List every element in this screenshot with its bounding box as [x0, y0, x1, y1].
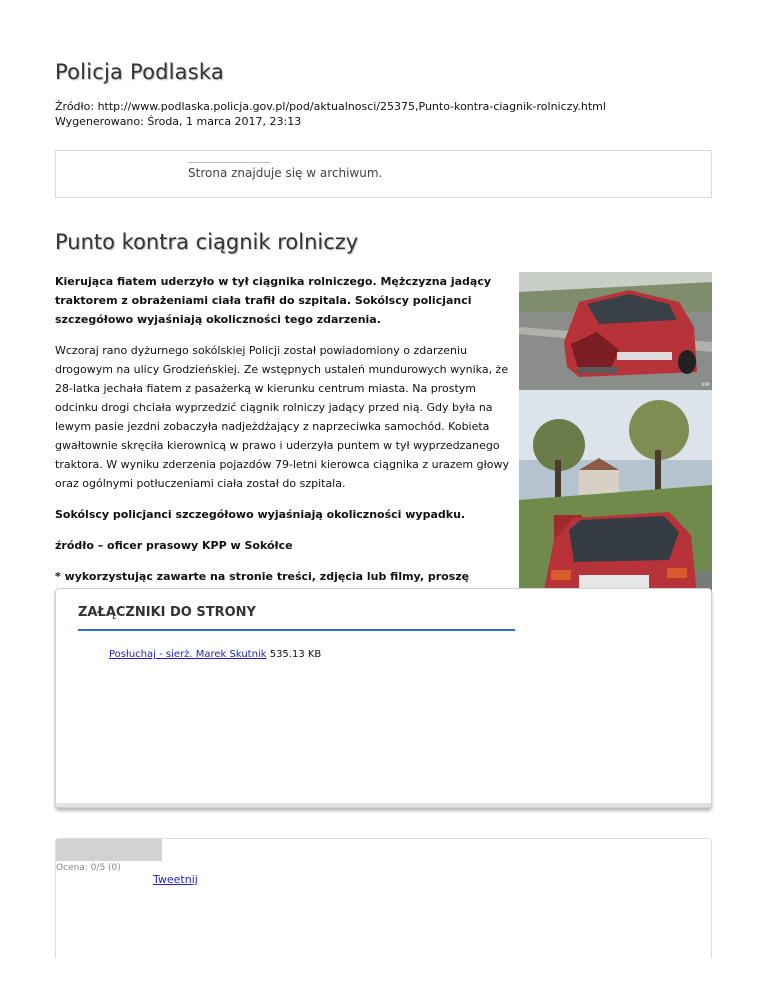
rating-widget[interactable] — [56, 839, 162, 861]
archive-divider — [188, 162, 270, 163]
attachment-item — [109, 649, 321, 660]
photo-car-front-damage[interactable] — [519, 272, 712, 390]
attachments-footer-bar — [56, 803, 711, 807]
page-meta — [55, 99, 606, 129]
archive-notice: Strona znajduje się w archiwum. — [188, 166, 383, 180]
article-statement: Sokólscy policjanci szczegółowo wyjaśniają okoliczności wypadku. — [55, 508, 466, 521]
tweet-link[interactable]: Tweetnij — [153, 873, 198, 886]
article-title: Punto kontra ciągnik rolniczy — [55, 230, 359, 254]
article-body — [55, 272, 515, 617]
rating-panel — [55, 838, 712, 958]
article-source: źródło – oficer prasowy KPP w Sokółce — [55, 539, 293, 552]
article-paragraph: Wczoraj rano dyżurnego sokólskiej Policji został powiadomiony o zdarzeniu drogowym na ulicy Grodzieńskiej. Ze wstępnych ustaleń mundurowych wynika, że 28-latka jechała fiatem z pasażerką w kierunku centrum miasta. Na prostym odcinku drogi chciała wyprzedzić ciągnik rolniczy jadący przed nią. Gdy była na lewym pasie jezdni zobaczyła nadjeżdżający z naprzeciwka samochód. Kobieta gwałtownie skręciła kierownicą w prawo i uderzyła puntem w tył wyprzedzanego traktora. W wyniku zderzenia pojazdów 79-letni kierowca ciągnika z urazem głowy oraz ogólnymi potłuczeniami ciała został do szpitala. — [55, 344, 509, 490]
rating-score: Ocena: 0/5 (0) — [56, 863, 121, 873]
copyright-note: * wykorzystując zawarte na stronie treści, zdjęcia lub filmy, proszę — [55, 570, 470, 583]
article-lead: Kierująca fiatem uderzyło w tył ciągnika rolniczego. Mężczyzna jadący traktorem z obrażeniami ciała trafił do szpitala. Sokólscy policjanci szczegółowo wyjaśniają okoliczności tego zdarzenia. — [55, 275, 492, 326]
attachment-size: 535.13 KB — [269, 649, 322, 660]
svg-text:KPP: KPP — [702, 382, 710, 387]
audio-attachment-link[interactable]: Posłuchaj - sierż. Marek Skutnik — [109, 649, 267, 660]
attachments-heading: ZAŁĄCZNIKI DO STRONY — [78, 605, 256, 620]
source-url: Źródło: http://www.podlaska.policja.gov.pl/pod/aktualnosci/25375,Punto-kontra-ciagnik-rolniczy.html — [55, 100, 606, 113]
attachments-panel — [55, 588, 712, 808]
site-title: Policja Podlaska — [55, 60, 224, 84]
generated-date: Wygenerowano: Środa, 1 marca 2017, 23:13 — [55, 115, 302, 128]
archive-notice-box — [55, 150, 712, 198]
attachments-underline — [78, 629, 515, 631]
